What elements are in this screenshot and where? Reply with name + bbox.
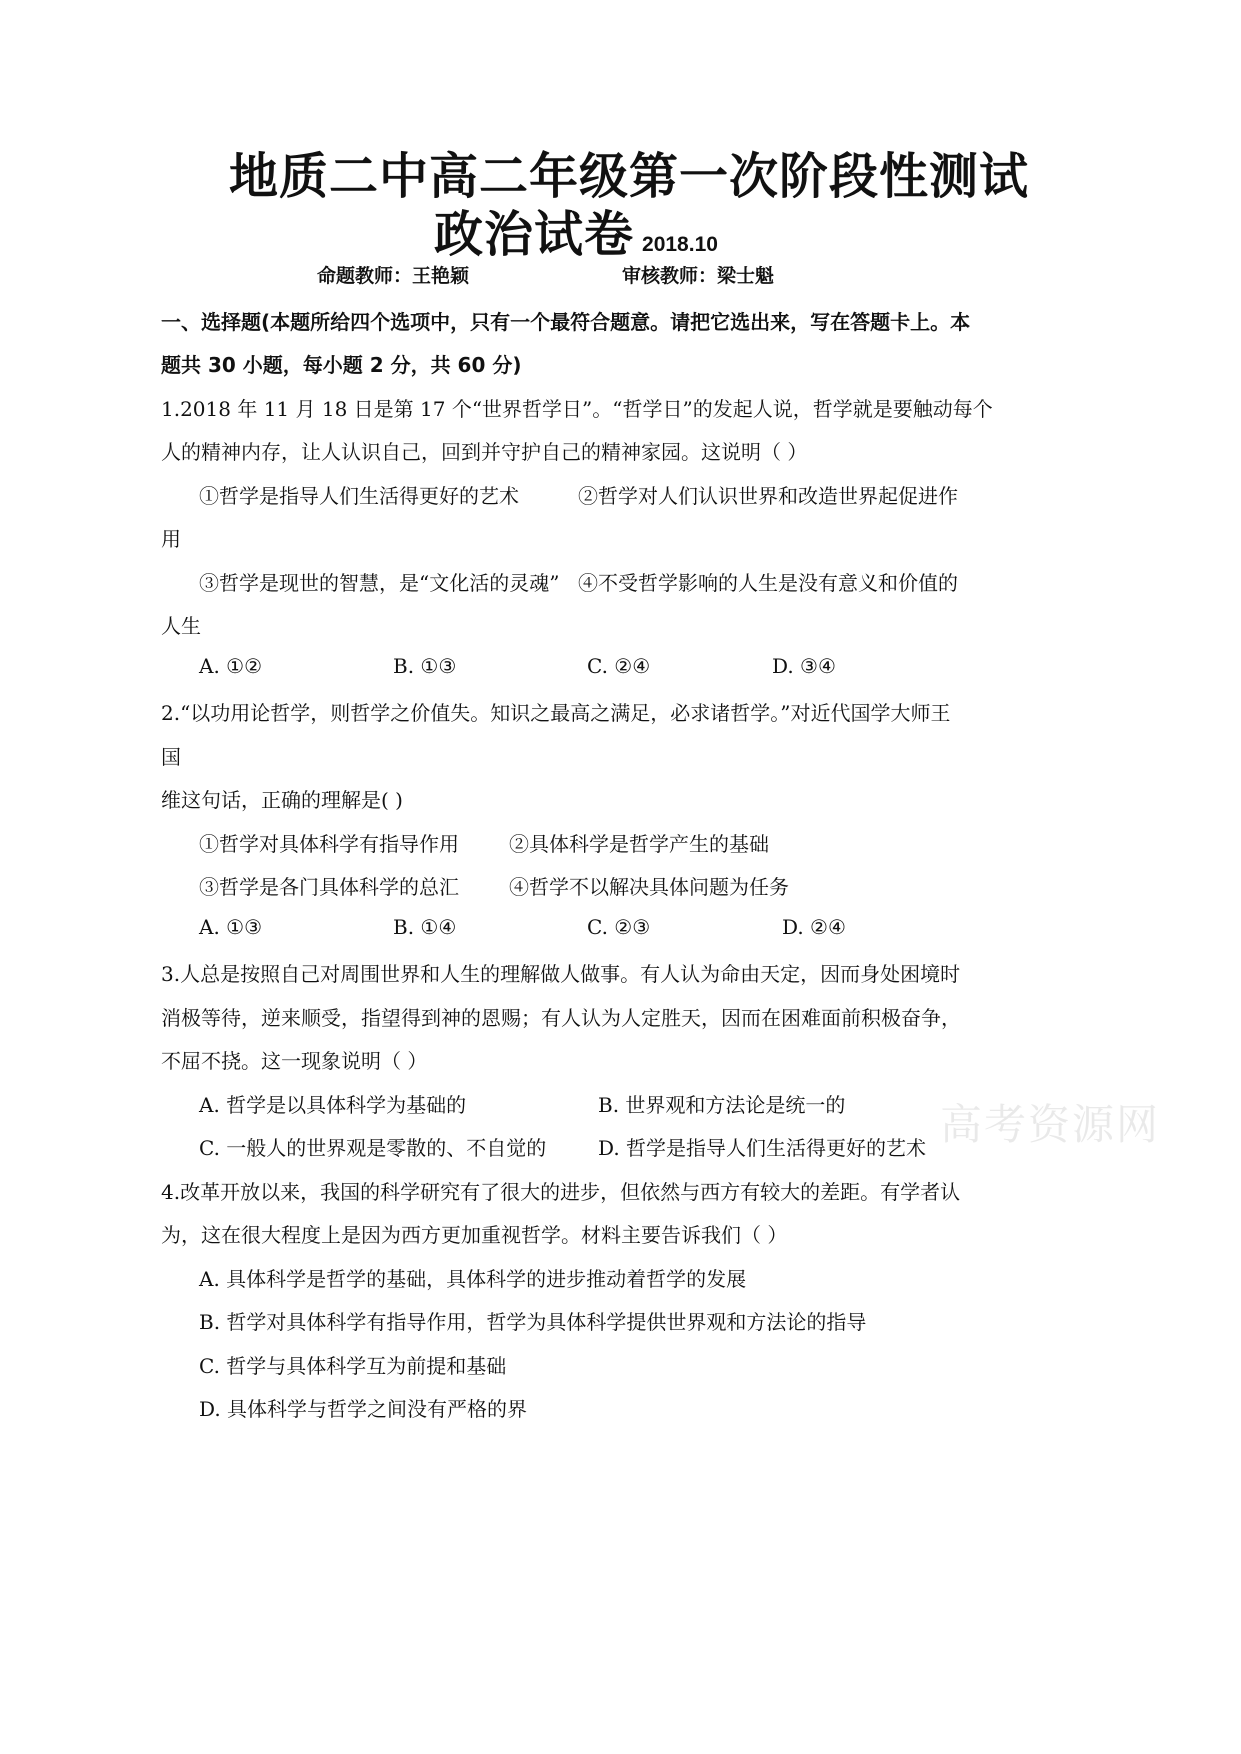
q1-stem-line1: 1.2018 年 11 月 18 日是第 17 个“世界哲学日”。“哲学日”的发起人说，哲学就是要触动每个 [161,397,993,421]
q2-statement-2: ②具体科学是哲学产生的基础 [509,832,769,856]
q4-option-b: B. 哲学对具体科学有指导作用，哲学为具体科学提供世界观和方法论的指导 [199,1310,867,1334]
section-heading-line1: 一、选择题(本题所给四个选项中，只有一个最符合题意。请把它选出来，写在答题卡上。本 [161,310,971,334]
q1-statement-2: ②哲学对人们认识世界和改造世界起促进作 [578,484,958,508]
q2-stem-line3: 维这句话，正确的理解是( ) [161,788,403,812]
q4-option-a: A. 具体科学是哲学的基础，具体科学的进步推动着哲学的发展 [199,1267,747,1291]
q2-stem-line2: 国 [161,745,181,769]
q1-stem-line2: 人的精神内存，让人认识自己，回到并守护自己的精神家园。这说明（ ） [161,440,808,464]
q1-statement-4: ④不受哲学影响的人生是没有意义和价值的 [578,571,958,595]
setter-teacher: 命题教师：王艳颖 [317,265,470,287]
watermark: 高考资源网 [940,1100,1161,1149]
q1-option-d: D. ③④ [772,654,836,678]
exam-title: 地质二中高二年级第一次阶段性测试 [229,148,1030,205]
q2-statement-3: ③哲学是各门具体科学的总汇 [199,875,459,899]
q2-option-a: A. ①③ [199,915,263,939]
exam-subtitle-line [434,196,718,266]
q2-stem-line1: 2.“以功用论哲学，则哲学之价值失。知识之最高之满足，必求诸哲学。”对近代国学大师王 [161,701,951,725]
q2-option-c: C. ②③ [587,915,651,939]
q2-statement-4: ④哲学不以解决具体问题为任务 [509,875,789,899]
q3-option-b: B. 世界观和方法论是统一的 [598,1093,846,1117]
q3-stem-line3: 不屈不挠。这一现象说明（ ） [161,1049,428,1073]
q4-stem-line1: 4.改革开放以来，我国的科学研究有了很大的进步，但依然与西方有较大的差距。有学者认 [161,1180,961,1204]
q4-option-c: C. 哲学与具体科学互为前提和基础 [199,1354,507,1378]
q1-statement-1: ①哲学是指导人们生活得更好的艺术 [199,484,519,508]
q3-option-c: C. 一般人的世界观是零散的、不自觉的 [199,1136,547,1160]
q1-statement-4-cont: 人生 [161,614,201,638]
q1-option-c: C. ②④ [587,654,651,678]
q1-statement-3: ③哲学是现世的智慧，是“文化活的灵魂” [199,571,560,595]
q3-option-a: A. 哲学是以具体科学为基础的 [199,1093,467,1117]
q2-option-b: B. ①④ [393,915,457,939]
q3-option-d: D. 哲学是指导人们生活得更好的艺术 [598,1136,927,1160]
q3-stem-line2: 消极等待，逆来顺受，指望得到神的恩赐；有人认为人定胜天，因而在困难面前积极奋争， [161,1006,961,1030]
reviewer-teacher: 审核教师：梁士魁 [622,265,775,287]
q4-option-d: D. 具体科学与哲学之间没有严格的界 [199,1397,528,1421]
exam-date: 2018.10 [642,233,718,256]
section-heading-line2: 题共 30 小题，每小题 2 分，共 60 分) [161,353,522,377]
q2-statement-1: ①哲学对具体科学有指导作用 [199,832,459,856]
q1-statement-2-cont: 用 [161,527,181,551]
q1-option-a: A. ①② [199,654,263,678]
q3-stem-line1: 3.人总是按照自己对周围世界和人生的理解做人做事。有人认为命由天定，因而身处困境时 [161,962,961,986]
q1-option-b: B. ①③ [393,654,457,678]
exam-subtitle: 政治试卷 [434,206,635,263]
q2-option-d: D. ②④ [782,915,846,939]
q4-stem-line2: 为，这在很大程度上是因为西方更加重视哲学。材料主要告诉我们（ ） [161,1223,788,1247]
